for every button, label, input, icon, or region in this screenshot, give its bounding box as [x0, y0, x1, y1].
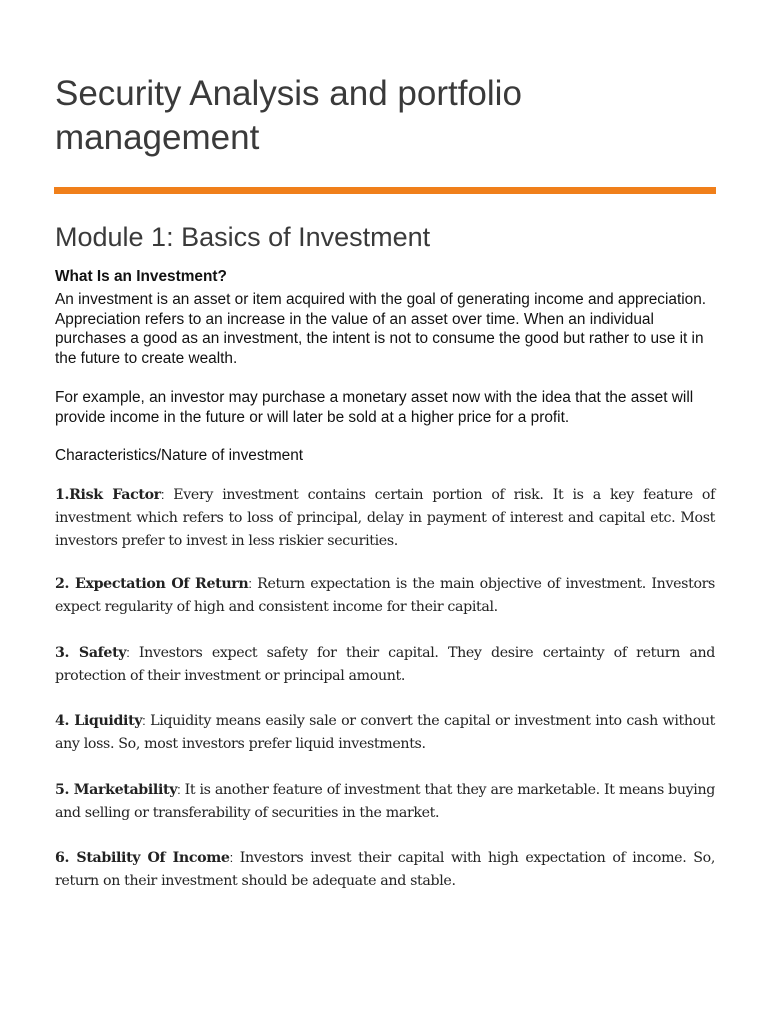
characteristic-item — [55, 483, 715, 553]
characteristic-label: 6. Stability Of Income — [55, 850, 230, 866]
characteristic-separator: : — [142, 713, 146, 728]
characteristic-text: Investors invest their capital with high expectation of income. So, return on their investment should be adequate and stable. — [55, 850, 715, 889]
characteristic-item — [55, 709, 715, 756]
intro-paragraph: An investment is an asset or item acquired with the goal of generating income and appreciation. Appreciation refers to an increase in the value of an asset over time. When an individual purchases a good as an investment, the intent is not to consume the good but rather to use it in the future to create wealth. — [55, 291, 707, 367]
characteristic-text: Investors expect safety for their capital. They desire certainty of return and protection of their investment or principal amount. — [55, 645, 715, 684]
characteristic-item — [55, 846, 715, 893]
characteristic-item — [55, 641, 715, 688]
characteristic-separator: : — [126, 645, 130, 660]
section-subheading: What Is an Investment? — [55, 268, 227, 285]
characteristic-text: Liquidity means easily sale or convert the capital or investment into cash without any loss. So, most investors prefer liquid investments. — [55, 713, 715, 752]
example-paragraph: For example, an investor may purchase a monetary asset now with the idea that the asset will provide income in the future or will later be sold at a higher price for a profit. — [55, 389, 694, 426]
characteristic-label: 3. Safety — [55, 645, 127, 661]
document-title: Security Analysis and portfolio management — [55, 74, 522, 157]
characteristic-text: Return expectation is the main objective of investment. Investors expect regularity of high and consistent income for their capital. — [55, 576, 715, 615]
module-heading: Module 1: Basics of Investment — [55, 222, 431, 252]
characteristic-label: 2. Expectation Of Return — [55, 576, 249, 592]
characteristic-item — [55, 778, 715, 825]
characteristic-label: 5. Marketability — [55, 782, 178, 798]
characteristic-label: 4. Liquidity — [55, 713, 143, 729]
characteristic-text: Every investment contains certain portion of risk. It is a key feature of investment which refers to loss of principal, delay in payment of interest and capital etc. Most investors prefer to invest in less riskier securities. — [55, 487, 715, 549]
characteristic-separator: : — [229, 850, 233, 865]
characteristic-item — [55, 572, 715, 619]
characteristic-label: 1.Risk Factor — [55, 487, 161, 503]
title-divider — [54, 187, 716, 194]
characteristic-text: It is another feature of investment that they are marketable. It means buying and selling or transferability of securities in the market. — [55, 782, 716, 821]
characteristics-label: Characteristics/Nature of investment — [55, 447, 304, 464]
characteristic-separator: : — [160, 487, 165, 502]
characteristic-separator: : — [177, 782, 181, 797]
characteristic-separator: : — [248, 576, 252, 591]
